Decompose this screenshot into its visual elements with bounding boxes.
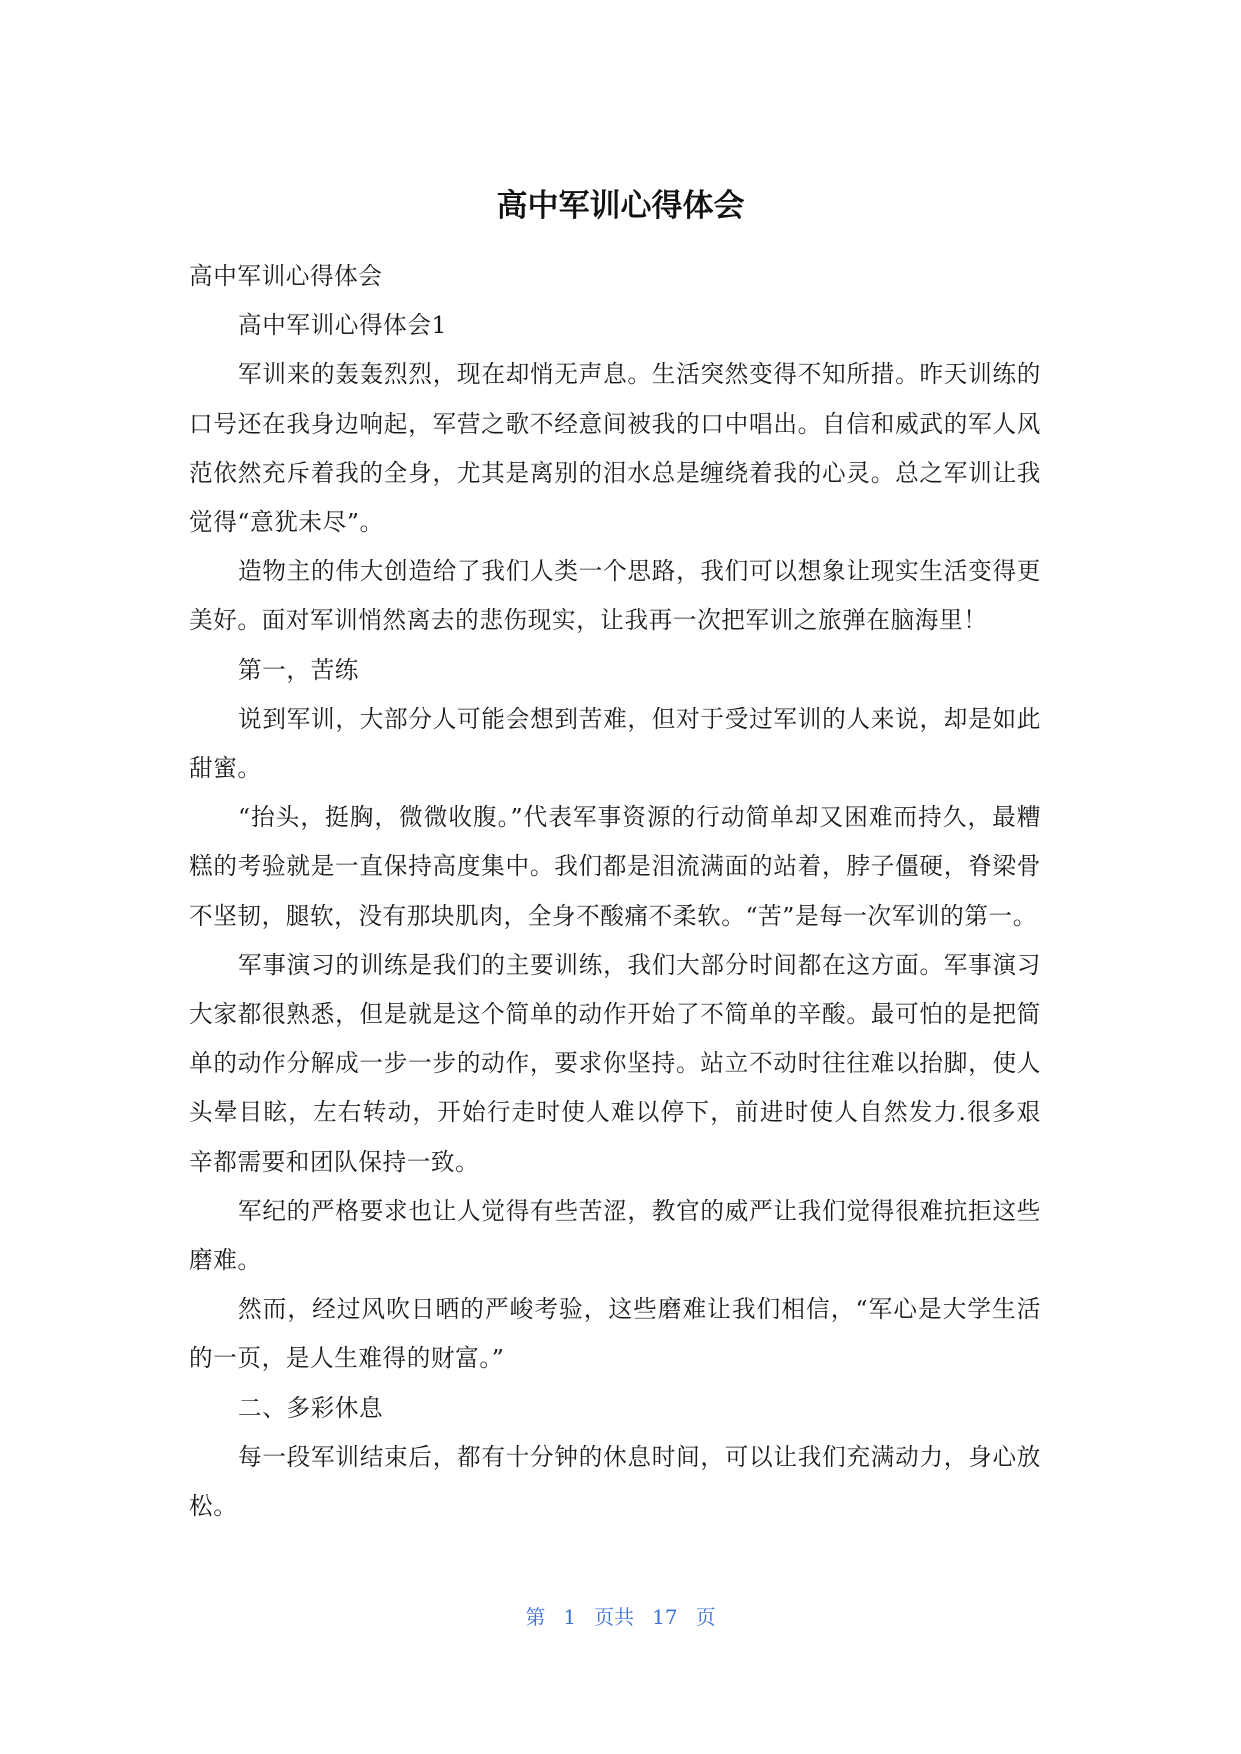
page-number-footer xyxy=(0,1602,1241,1632)
paragraph: 每一段军训结束后，都有十分钟的休息时间，可以让我们充满动力，身心放松。 xyxy=(189,1442,1041,1521)
document-subtitle: 高中军训心得体会 xyxy=(189,262,383,290)
paragraph: 然而，经过风吹日晒的严峻考验，这些磨难让我们相信，“军心是大学生活的一页，是人生难得的财富。” xyxy=(189,1295,1041,1373)
footer-label-di: 第 xyxy=(525,1605,546,1629)
document-title: 高中军训心得体会 xyxy=(496,188,745,224)
section-heading: 第一，苦练 xyxy=(238,655,359,684)
paragraph: 造物主的伟大创造给了我们人类一个思路，我们可以想象让现实生活变得更美好。面对军训悄然离去的悲伤现实，让我再一次把军训之旅弹在脑海里！ xyxy=(189,557,1041,635)
section-heading: 二、多彩休息 xyxy=(238,1393,384,1422)
document-body xyxy=(189,252,1041,1531)
current-page-number: 1 xyxy=(563,1605,577,1629)
paragraph: 军事演习的训练是我们的主要训练，我们大部分时间都在这方面。军事演习大家都很熟悉，但是就是这个简单的动作开始了不简单的辛酸。最可怕的是把简单的动作分解成一步一步的动作，要求你坚持。站立不动时往往难以抬脚，使人头晕目眩，左右转动，开始行走时使人难以停下，前进时使人自然发力.很多艰辛都需要和团队保持一致。 xyxy=(189,950,1041,1176)
paragraph: “抬头，挺胸，微微收腹。”代表军事资源的行动简单却又困难而持久，最糟糕的考验就是一直保持高度集中。我们都是泪流满面的站着，脖子僵硬，脊梁骨不坚韧，腿软，没有那块肌肉，全身不酸痛不柔软。“苦”是每一次军训的第一。 xyxy=(189,803,1041,930)
footer-label-ye: 页 xyxy=(695,1605,716,1629)
section-heading: 高中军训心得体会1 xyxy=(238,311,448,340)
paragraph: 军纪的严格要求也让人觉得有些苦涩，教官的威严让我们觉得很难抗拒这些磨难。 xyxy=(189,1196,1041,1275)
paragraph: 军训来的轰轰烈烈，现在却悄无声息。生活突然变得不知所措。昨天训练的口号还在我身边响起，军营之歌不经意间被我的口中唱出。自信和威武的军人风范依然充斥着我的全身，尤其是离别的泪水总是缠绕着我的心灵。总之军训让我觉得“意犹未尽”。 xyxy=(189,360,1041,537)
paragraph: 说到军训，大部分人可能会想到苦难，但对于受过军训的人来说，却是如此甜蜜。 xyxy=(189,704,1041,783)
total-page-count: 17 xyxy=(652,1605,678,1629)
footer-label-ye-gong: 页共 xyxy=(594,1605,635,1629)
